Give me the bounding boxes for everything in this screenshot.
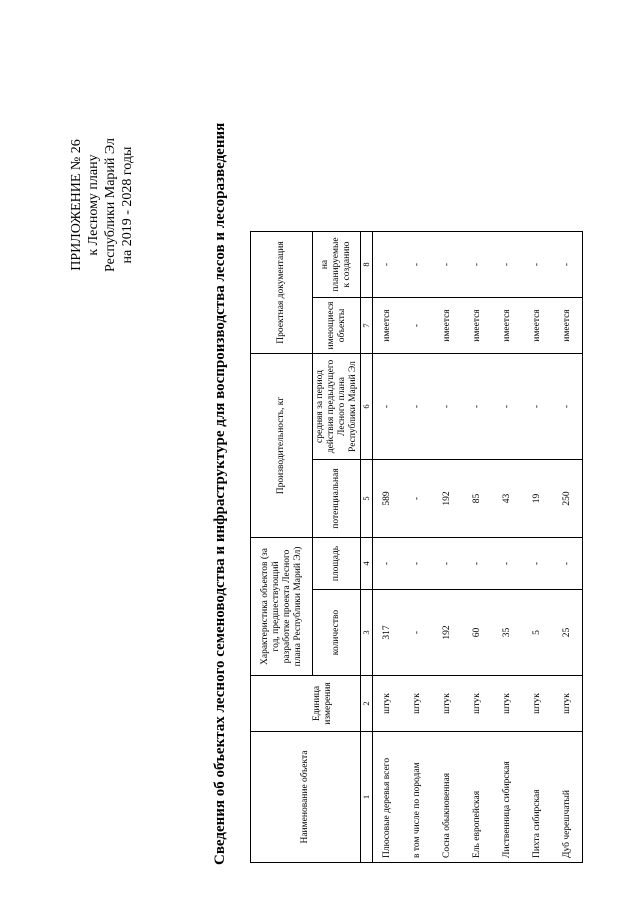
- cell-name: Плюсовые деревья всего: [373, 732, 403, 863]
- cell-average: -: [553, 354, 583, 460]
- table-row: [433, 232, 463, 863]
- appendix-line-1: ПРИЛОЖЕНИЕ № 26: [69, 139, 84, 271]
- cell-potential: -: [403, 460, 433, 538]
- cell-name: Дуб черешчатый: [553, 732, 583, 863]
- column-number: 4: [361, 538, 373, 590]
- header-area: площадь: [313, 538, 361, 590]
- column-number: 6: [361, 354, 373, 460]
- cell-unit: штук: [553, 676, 583, 732]
- cell-name: Лиственница сибирская: [493, 732, 523, 863]
- cell-quantity: 35: [493, 590, 523, 676]
- cell-planned: -: [523, 232, 553, 298]
- cell-area: -: [553, 538, 583, 590]
- table-row: [553, 232, 583, 863]
- cell-average: -: [493, 354, 523, 460]
- column-number: 8: [361, 232, 373, 298]
- cell-planned: -: [463, 232, 493, 298]
- cell-potential: 43: [493, 460, 523, 538]
- cell-existing: имеется: [523, 298, 553, 354]
- cell-area: -: [433, 538, 463, 590]
- header-potential: потенциальная: [313, 460, 361, 538]
- appendix-line-4: на 2019 - 2028 годы: [120, 146, 135, 264]
- table-row: [493, 232, 523, 863]
- header-productivity: Производительность, кг: [251, 354, 313, 538]
- cell-existing: имеется: [493, 298, 523, 354]
- cell-potential: 589: [373, 460, 403, 538]
- cell-average: -: [463, 354, 493, 460]
- cell-area: -: [373, 538, 403, 590]
- cell-potential: 192: [433, 460, 463, 538]
- cell-area: -: [493, 538, 523, 590]
- header-unit: Единица измерения: [251, 676, 361, 732]
- cell-quantity: 317: [373, 590, 403, 676]
- header-row-1: [251, 232, 313, 863]
- cell-area: -: [523, 538, 553, 590]
- cell-unit: штук: [493, 676, 523, 732]
- cell-unit: штук: [433, 676, 463, 732]
- cell-quantity: 5: [523, 590, 553, 676]
- header-average: средняя за период действия предыдущего Лесного плана Республики Марий Эл: [313, 354, 361, 460]
- appendix-header: [68, 55, 136, 355]
- header-planned: на планируемые к созданию: [313, 232, 361, 298]
- header-name: Наименование объекта: [251, 732, 361, 863]
- cell-unit: штук: [523, 676, 553, 732]
- table-row: [523, 232, 553, 863]
- column-number-row: [361, 232, 373, 863]
- cell-name: Сосна обыкновенная: [433, 732, 463, 863]
- cell-quantity: -: [403, 590, 433, 676]
- cell-average: -: [523, 354, 553, 460]
- cell-quantity: 25: [553, 590, 583, 676]
- cell-existing: -: [403, 298, 433, 354]
- header-characteristics: Характеристика объектов (за год, предшествующий разработке проекта Лесного плана Республики Марий Эл): [251, 538, 313, 676]
- header-project-docs: Проектная документация: [251, 232, 313, 354]
- cell-planned: -: [493, 232, 523, 298]
- header-existing: имеющиеся объекты: [313, 298, 361, 354]
- column-number: 1: [361, 732, 373, 863]
- cell-unit: штук: [373, 676, 403, 732]
- cell-unit: штук: [403, 676, 433, 732]
- column-number: 2: [361, 676, 373, 732]
- cell-name: в том числе по породам: [403, 732, 433, 863]
- column-number: 5: [361, 460, 373, 538]
- table-row: [373, 232, 403, 863]
- cell-existing: имеется: [433, 298, 463, 354]
- cell-planned: -: [373, 232, 403, 298]
- cell-average: -: [373, 354, 403, 460]
- column-number: 3: [361, 590, 373, 676]
- header-quantity: количество: [313, 590, 361, 676]
- cell-existing: имеется: [373, 298, 403, 354]
- cell-potential: 19: [523, 460, 553, 538]
- cell-existing: имеется: [553, 298, 583, 354]
- appendix-line-2: к Лесному плану: [86, 154, 101, 256]
- table-row: [403, 232, 433, 863]
- objects-table: [250, 231, 583, 863]
- appendix-line-3: Республики Марий Эл: [103, 138, 118, 272]
- cell-name: Ель европейская: [463, 732, 493, 863]
- cell-planned: -: [403, 232, 433, 298]
- column-number: 7: [361, 298, 373, 354]
- cell-existing: имеется: [463, 298, 493, 354]
- cell-area: -: [463, 538, 493, 590]
- cell-name: Пихта сибирская: [523, 732, 553, 863]
- cell-average: -: [433, 354, 463, 460]
- cell-planned: -: [553, 232, 583, 298]
- cell-quantity: 192: [433, 590, 463, 676]
- cell-potential: 250: [553, 460, 583, 538]
- cell-potential: 85: [463, 460, 493, 538]
- cell-area: -: [403, 538, 433, 590]
- document-title: Сведения об объектах лесного семеноводства и инфраструктуре для воспроизводства лесов и лесоразведения: [212, 122, 228, 865]
- cell-average: -: [403, 354, 433, 460]
- cell-quantity: 60: [463, 590, 493, 676]
- cell-planned: -: [433, 232, 463, 298]
- cell-unit: штук: [463, 676, 493, 732]
- table-row: [463, 232, 493, 863]
